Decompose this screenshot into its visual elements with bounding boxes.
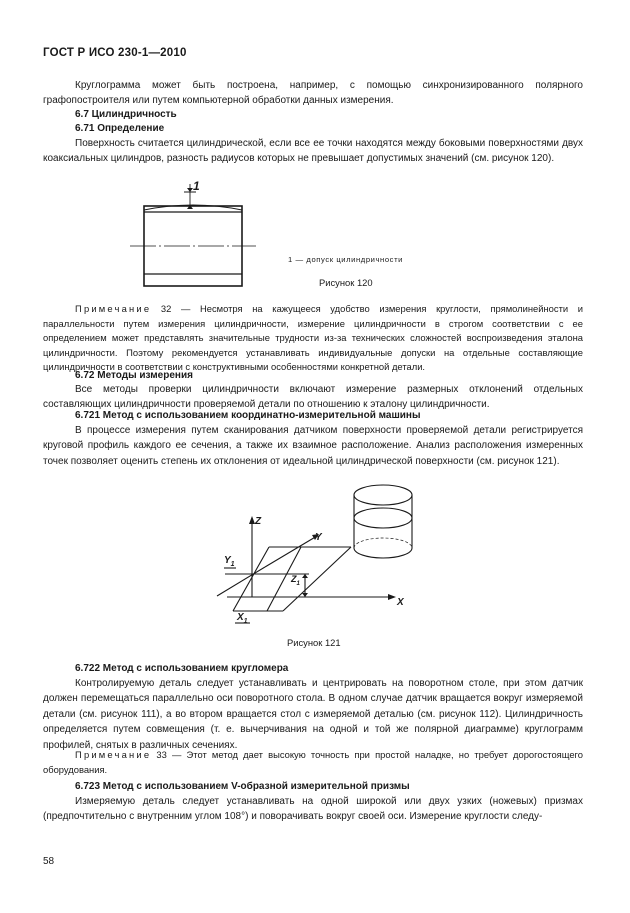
section-6-71-heading: 6.71 Определение [75, 123, 165, 134]
document-header: ГОСТ Р ИСО 230-1—2010 [43, 47, 187, 59]
section-6-7-heading: 6.7 Цилиндричность [75, 109, 177, 120]
figure-120-legend: 1 — допуск цилиндричности [288, 255, 403, 264]
figure-121-x1-subscript: 1 [243, 618, 248, 625]
section-6-721-heading: 6.721 Метод с использованием координатно-измерительной машины [75, 410, 421, 421]
section-6-72-heading: 6.72 Методы измерения [75, 370, 193, 381]
figure-121-z1-subscript: 1 [296, 580, 300, 587]
figure-120-marker: 1 [193, 179, 200, 193]
section-6-722-paragraph: Контролируемую деталь следует устанавливать и центрировать на поворотном столе, при этом датчик должен перемещаться параллельно оси поворотного стола. В одном случае датчик вращается вокруг измеряемой детали (см. рисунок 111), а во втором вращается стол с измеряемой деталью (см. рисунок 112). Цилиндричность определяется путем совмещения (т. е. вычерчивания на одной и той же полярной диаграмме) круглограмм профилей, снятых в различных сечениях. [43, 678, 583, 751]
note-32 [43, 302, 583, 375]
section-6-722-heading: 6.722 Метод с использованием кругломера [75, 663, 289, 674]
section-6-72-paragraph: Все методы проверки цилиндричности включают измерение размерных отклонений отдельных составляющих цилиндричности проверяемой детали по отношению к эталону цилиндричности. [43, 384, 583, 411]
figure-121-y1-label [224, 555, 235, 568]
section-6-721-paragraph: В процессе измерения путем сканирования датчиком поверхности проверяемой детали регистрируется круговой профиль каждого ее сечения, а также их взаимное расположение. Анализ расположения измеренных точек позволяет оценить степень их отклонения от идеальной цилиндрической поверхности (см. рисунок 121). [43, 425, 583, 467]
figure-120-caption: Рисунок 120 [319, 277, 373, 288]
figure-121-caption: Рисунок 121 [287, 637, 341, 648]
intro-paragraph: Круглограмма может быть построена, например, с помощью синхронизированного полярного графопостроителя или путем компьютерной обработки данных измерения. [43, 80, 583, 107]
figure-121-x1-letter: X [237, 612, 244, 623]
note-33 [43, 748, 583, 777]
section-6-71-paragraph: Поверхность считается цилиндрической, если все ее точки находятся между боковыми поверхностями двух коаксиальных цилиндров, разность радиусов которых не превышает допустимых значений (см. рисунок 120). [43, 138, 583, 165]
figure-121-diagram [205, 482, 420, 630]
note-33-text: 33 — Этот метод дает высокую точность при простой наладке, но требует дорогостоящего оборудования. [43, 749, 583, 775]
section-6-723-paragraph: Измеряемую деталь следует устанавливать на одной широкой или двух узких (ножевых) призмах (предпочтительно с внутренним углом 108°) и поворачивать вокруг своей оси. Измерение круглости следу- [43, 796, 583, 823]
page-number: 58 [43, 856, 55, 867]
figure-121-z1-letter: Z [291, 574, 297, 584]
figure-121-y-label: Y [315, 532, 322, 543]
figure-121-z-label: Z [255, 516, 262, 527]
note-33-label: Примечание [75, 749, 152, 760]
section-6-723-heading: 6.723 Метод с использованием V-образной измерительной призмы [75, 781, 410, 792]
figure-121-z1-label [291, 574, 300, 587]
figure-120-diagram [130, 178, 260, 290]
note-32-text: 32 — Несмотря на кажущееся удобство измерения круглости, прямолинейности и параллельности путем измерения цилиндричности, измерение цилиндричности в строгом соответствии с ее определением может представлять значительные трудности из-за технических сложностей воспроизведения эталона цилиндричности. Поэтому рекомендуется устанавливать индивидуальные допуски на отдельные составляющие цилиндричности в соответствии с конструктивными особенностями конкретной детали. [43, 303, 583, 373]
figure-121-y1-letter: Y [224, 555, 231, 566]
figure-121-x-label: X [397, 597, 404, 608]
figure-121-x1-label [237, 612, 248, 625]
figure-121-y1-subscript: 1 [230, 561, 235, 568]
note-32-label: Примечание [75, 303, 152, 314]
